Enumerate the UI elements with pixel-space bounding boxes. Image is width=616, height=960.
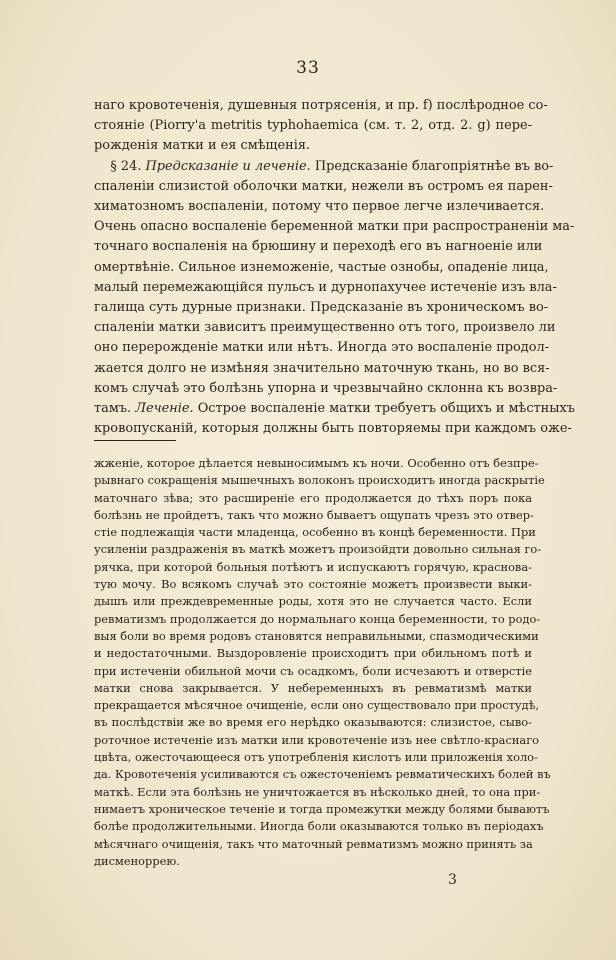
- paragraph-prognosis: [94, 157, 576, 440]
- text-line: стояніе (Piorry'a metritis typhohaemica (см. т. 2, отд. 2. g) пере-: [94, 118, 532, 134]
- footnote-line: усиленіи раздраженія въ маткѣ можетъ произойдти довольно сильная го-: [94, 542, 542, 557]
- footnote-line: въ послѣдствіи же во время его нерѣдко оказываются: слизистое, сыво-: [94, 715, 532, 730]
- page-number: 33: [296, 58, 320, 78]
- text-line: малый перемежающійся пульсъ и дурнопахучее истеченіе изъ вла-: [94, 279, 557, 295]
- text-line: Очень опасно воспаленіе беременной матки при распространеніи ма-: [94, 219, 575, 235]
- text-line: [94, 157, 554, 177]
- footnote-line: роточное истеченіе изъ матки или кровотеченіе изъ нее свѣтло-краснаго: [94, 732, 540, 747]
- text-line: спаленіи слизистой оболочки матки, нежели въ остромъ ея парен-: [94, 178, 553, 194]
- footnote-line: болѣзнь не пройдетъ, такъ что можно бываетъ ощупать чрезъ это отвер-: [94, 507, 534, 522]
- text-line: омертвѣніе. Сильное изнеможеніе, частые ознобы, опаденіе лица,: [94, 259, 549, 275]
- paragraph-causes: [94, 96, 548, 157]
- main-text: [94, 96, 576, 439]
- footnote-line: мѣсячнаго очищенія, такъ что маточный ревматизмъ можно принять за: [94, 836, 533, 851]
- text-line: комъ случаѣ это болѣзнь упорна и чрезвычайно склонна къ возвра-: [94, 380, 558, 396]
- signature-mark: 3: [448, 872, 457, 888]
- text-line: кровопусканій, которыя должны быть повторяемы при каждомъ оже-: [94, 421, 572, 437]
- footnote-line: дышъ или преждевременные роды, хотя это не случается часто. Если: [94, 594, 532, 609]
- footnote-line: ревматизмъ продолжается до нормальнаго конца беременности, то родо-: [94, 611, 541, 626]
- text-line: рожденія матки и ея смѣщенія.: [94, 138, 311, 154]
- section-heading: Предсказаніе и леченіе.: [145, 158, 311, 174]
- footnote: [94, 455, 551, 870]
- footnote-line: тую мочу. Во всякомъ случаѣ это состояніе можетъ произвести выки-: [94, 577, 532, 592]
- text-fragment: Острое воспаленіе матки требуетъ общихъ и мѣстныхъ: [193, 401, 576, 417]
- text-line: [94, 399, 576, 419]
- footnote-line: при истеченіи обильной мочи съ осадкомъ, боли исчезаютъ и отверстіе: [94, 663, 532, 678]
- text-line: химатозномъ воспаленіи, потому что первое легче излечивается.: [94, 199, 545, 215]
- section-number: § 24.: [110, 158, 142, 174]
- footnote-line: жженіе, которое дѣлается невыносимымъ къ ночи. Особенно отъ безпре-: [94, 456, 539, 470]
- footnote-line: да. Кровотеченія усиливаются съ ожесточеніемъ ревматическихъ болей въ: [94, 767, 551, 782]
- text-line: оно перерожденіе матки или нѣтъ. Иногда это воспаленіе продол-: [94, 340, 550, 356]
- text-line: точнаго воспаленія на брюшину и переходѣ его въ нагноеніе или: [94, 239, 543, 255]
- footnote-line: прекращается мѣсячное очищеніе, если оно существовало при простудѣ,: [94, 698, 540, 713]
- footnote-line: болѣе продолжительными. Иногда боли оказываются только въ періодахъ: [94, 819, 544, 834]
- footnote-line: цвѣта, ожесточающееся отъ употребленія кислотъ или приложенія холо-: [94, 750, 538, 765]
- text-line: спаленіи матки зависитъ преимущественно отъ того, произвело ли: [94, 320, 556, 336]
- text-line: наго кровотеченія, душевныя потрясенія, и пр. f) послѣродное со-: [94, 98, 548, 113]
- footnote-line: выя боли во время родовъ становятся неправильными, спазмодическими: [94, 628, 539, 643]
- footnote-line: рывнаго сокращенія мышечныхъ волоконъ происходитъ иногда раскрытіе: [94, 473, 545, 488]
- footnote-divider: [94, 440, 176, 441]
- footnote-line: маточнаго зѣва; это расширеніе его продолжается до тѣхъ поръ пока: [94, 490, 532, 505]
- treatment-heading: Леченіе.: [135, 401, 194, 417]
- footnote-line: стіе подлежащія части младенца, особенно въ концѣ беременности. При: [94, 525, 536, 540]
- footnote-paragraph: [94, 455, 551, 870]
- text-fragment: Предсказаніе благопріятнѣе въ во-: [310, 158, 554, 174]
- footnote-line: дисменоррею.: [94, 853, 180, 868]
- footnote-line: и недостаточными. Выздоровленіе происходитъ при обильномъ потѣ и: [94, 646, 532, 661]
- footnote-line: матки снова закрывается. У небеременныхъ въ ревматизмѣ матки: [94, 680, 532, 695]
- footnote-line: рячка, при которой больныя потѣютъ и испускаютъ горячую, краснова-: [94, 559, 532, 574]
- text-line: жается долго не измѣняя значительно маточную ткань, но во вся-: [94, 360, 550, 376]
- text-line: галища суть дурные признаки. Предсказаніе въ хроническомъ во-: [94, 300, 549, 316]
- text-fragment: тамъ.: [94, 401, 132, 417]
- footnote-line: маткѣ. Если эта болѣзнь не уничтожается въ нѣсколько дней, то она при-: [94, 784, 541, 799]
- footnote-line: нимаетъ хроническое теченіе и тогда промежутки между болями бываютъ: [94, 801, 550, 816]
